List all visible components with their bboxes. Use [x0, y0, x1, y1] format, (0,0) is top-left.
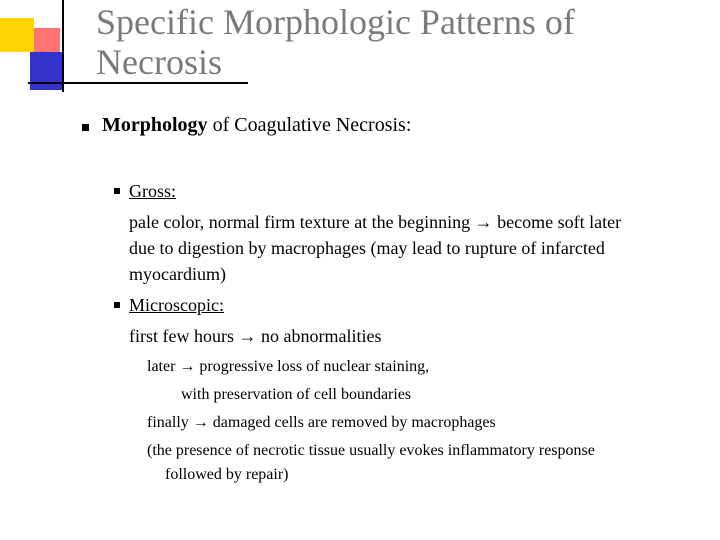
decor-pink-square: [34, 28, 60, 54]
decor-yellow-square: [0, 18, 34, 52]
gross-line-2: due to digestion by macrophages (may lead to rupture of infarcted: [129, 238, 605, 258]
microscopic-line-1: first few hours → no abnormalities: [129, 326, 382, 346]
slide-title-line1: Specific Morphologic Patterns of: [96, 2, 575, 42]
main-bullet-rest: of Coagulative Necrosis:: [207, 114, 412, 136]
bullet-icon: [82, 124, 89, 131]
decor-horizontal-line: [28, 82, 248, 84]
slide-title-line2: Necrosis: [96, 42, 222, 82]
gross-line-1: pale color, normal firm texture at the beginning → become soft later: [129, 212, 622, 232]
arrow-icon: →: [192, 414, 209, 431]
slide-title: [96, 2, 575, 82]
presence-line-1: (the presence of necrotic tissue usually evokes inflammatory response: [147, 442, 595, 459]
arrow-icon: →: [179, 358, 196, 375]
decor-blue-square: [30, 52, 64, 90]
later-line: later → progressive loss of nuclear staining,: [147, 358, 430, 375]
later-line-cont: with preservation of cell boundaries: [181, 386, 412, 403]
gross-line-3: myocardium): [129, 264, 226, 284]
bullet-icon: [114, 302, 120, 308]
finally-line: finally → damaged cells are removed by macrophages: [147, 414, 496, 431]
presence-line-2: followed by repair): [165, 466, 289, 483]
arrow-icon: →: [474, 212, 493, 232]
morphology-bold: Morphology: [102, 114, 208, 136]
bullet-icon: [114, 188, 120, 194]
microscopic-label: Microscopic:: [129, 295, 224, 315]
arrow-icon: →: [238, 326, 257, 346]
main-bullet-text: [102, 112, 411, 138]
gross-label: Gross:: [129, 181, 177, 201]
decor-vertical-line: [62, 0, 64, 92]
